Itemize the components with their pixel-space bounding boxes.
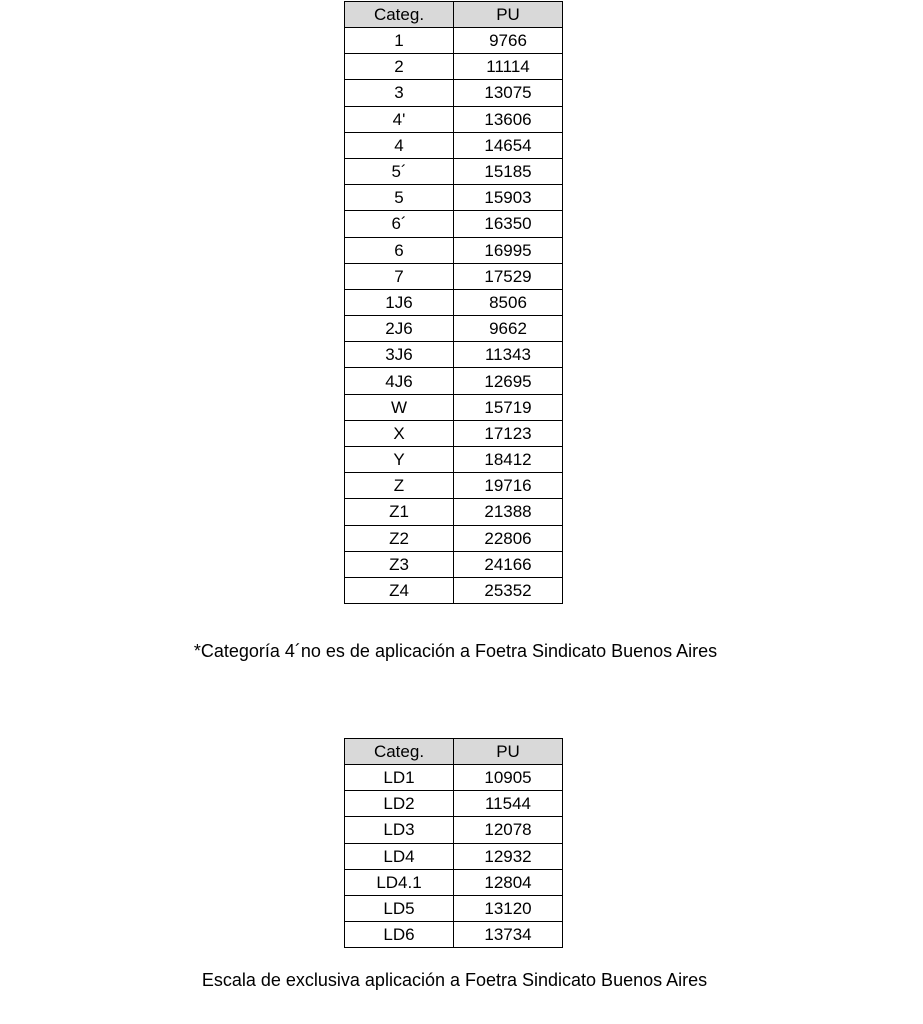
table-row <box>345 577 563 603</box>
pu-cell: 21388 <box>454 499 563 525</box>
category-cell: 2 <box>345 54 454 80</box>
table-row <box>345 922 563 948</box>
category-cell: 7 <box>345 263 454 289</box>
table-row <box>345 263 563 289</box>
table-row <box>345 420 563 446</box>
table-row <box>345 316 563 342</box>
table-row <box>345 132 563 158</box>
pu-cell: 13120 <box>454 895 563 921</box>
category-cell: 1J6 <box>345 289 454 315</box>
table-row <box>345 895 563 921</box>
category-cell: Y <box>345 447 454 473</box>
pu-cell: 11114 <box>454 54 563 80</box>
table-row <box>345 499 563 525</box>
pu-cell: 12078 <box>454 817 563 843</box>
category-cell: 4' <box>345 106 454 132</box>
pu-cell: 12932 <box>454 843 563 869</box>
pu-cell: 9662 <box>454 316 563 342</box>
table-row <box>345 473 563 499</box>
ld-scale-table <box>344 738 563 948</box>
pu-cell: 16995 <box>454 237 563 263</box>
pu-cell: 10905 <box>454 765 563 791</box>
pu-cell: 8506 <box>454 289 563 315</box>
category-scale-table <box>344 1 563 604</box>
category-cell: LD1 <box>345 765 454 791</box>
scale-note: Escala de exclusiva aplicación a Foetra Sindicato Buenos Aires <box>201 970 708 990</box>
category-cell: 4J6 <box>345 368 454 394</box>
table-row <box>345 28 563 54</box>
table-row <box>345 447 563 473</box>
pu-cell: 12695 <box>454 368 563 394</box>
pu-cell: 15185 <box>454 158 563 184</box>
table-header-row <box>345 2 563 28</box>
table-row <box>345 106 563 132</box>
category-cell: 3J6 <box>345 342 454 368</box>
table-row <box>345 817 563 843</box>
table-body <box>345 765 563 948</box>
pu-cell: 11343 <box>454 342 563 368</box>
table-row <box>345 525 563 551</box>
category-cell: Z <box>345 473 454 499</box>
category-cell: X <box>345 420 454 446</box>
category-cell: 6 <box>345 237 454 263</box>
table-row <box>345 185 563 211</box>
category-cell: 3 <box>345 80 454 106</box>
table-row <box>345 54 563 80</box>
pu-cell: 22806 <box>454 525 563 551</box>
column-header-category: Categ. <box>345 2 454 28</box>
pu-cell: 15903 <box>454 185 563 211</box>
pu-cell: 17123 <box>454 420 563 446</box>
category-cell: 5´ <box>345 158 454 184</box>
table-row <box>345 80 563 106</box>
category-cell: 6´ <box>345 211 454 237</box>
pu-cell: 19716 <box>454 473 563 499</box>
table-row <box>345 843 563 869</box>
category-cell: LD6 <box>345 922 454 948</box>
table-row <box>345 791 563 817</box>
table-header-row <box>345 739 563 765</box>
table-body <box>345 28 563 604</box>
pu-cell: 9766 <box>454 28 563 54</box>
category-cell: LD3 <box>345 817 454 843</box>
category-cell: LD2 <box>345 791 454 817</box>
category-cell: 5 <box>345 185 454 211</box>
pu-cell: 13606 <box>454 106 563 132</box>
category-cell: LD5 <box>345 895 454 921</box>
category-cell: 2J6 <box>345 316 454 342</box>
category-cell: W <box>345 394 454 420</box>
pu-cell: 16350 <box>454 211 563 237</box>
table-row <box>345 368 563 394</box>
pu-cell: 15719 <box>454 394 563 420</box>
table-row <box>345 765 563 791</box>
pu-cell: 24166 <box>454 551 563 577</box>
category-cell: LD4 <box>345 843 454 869</box>
table-row <box>345 869 563 895</box>
category-cell: Z1 <box>345 499 454 525</box>
category-cell: Z2 <box>345 525 454 551</box>
table-row <box>345 342 563 368</box>
table-row <box>345 289 563 315</box>
table-row <box>345 394 563 420</box>
column-header-category: Categ. <box>345 739 454 765</box>
pu-cell: 13734 <box>454 922 563 948</box>
column-header-pu: PU <box>454 739 563 765</box>
category-cell: Z4 <box>345 577 454 603</box>
pu-cell: 14654 <box>454 132 563 158</box>
pu-cell: 17529 <box>454 263 563 289</box>
table-row <box>345 551 563 577</box>
pu-cell: 25352 <box>454 577 563 603</box>
category-cell: 1 <box>345 28 454 54</box>
pu-cell: 13075 <box>454 80 563 106</box>
category-note: *Categoría 4´no es de aplicación a Foetra Sindicato Buenos Aires <box>193 641 718 661</box>
category-cell: LD4.1 <box>345 869 454 895</box>
table-row <box>345 237 563 263</box>
category-cell: 4 <box>345 132 454 158</box>
table-row <box>345 211 563 237</box>
pu-cell: 18412 <box>454 447 563 473</box>
category-cell: Z3 <box>345 551 454 577</box>
column-header-pu: PU <box>454 2 563 28</box>
table-row <box>345 158 563 184</box>
pu-cell: 11544 <box>454 791 563 817</box>
pu-cell: 12804 <box>454 869 563 895</box>
